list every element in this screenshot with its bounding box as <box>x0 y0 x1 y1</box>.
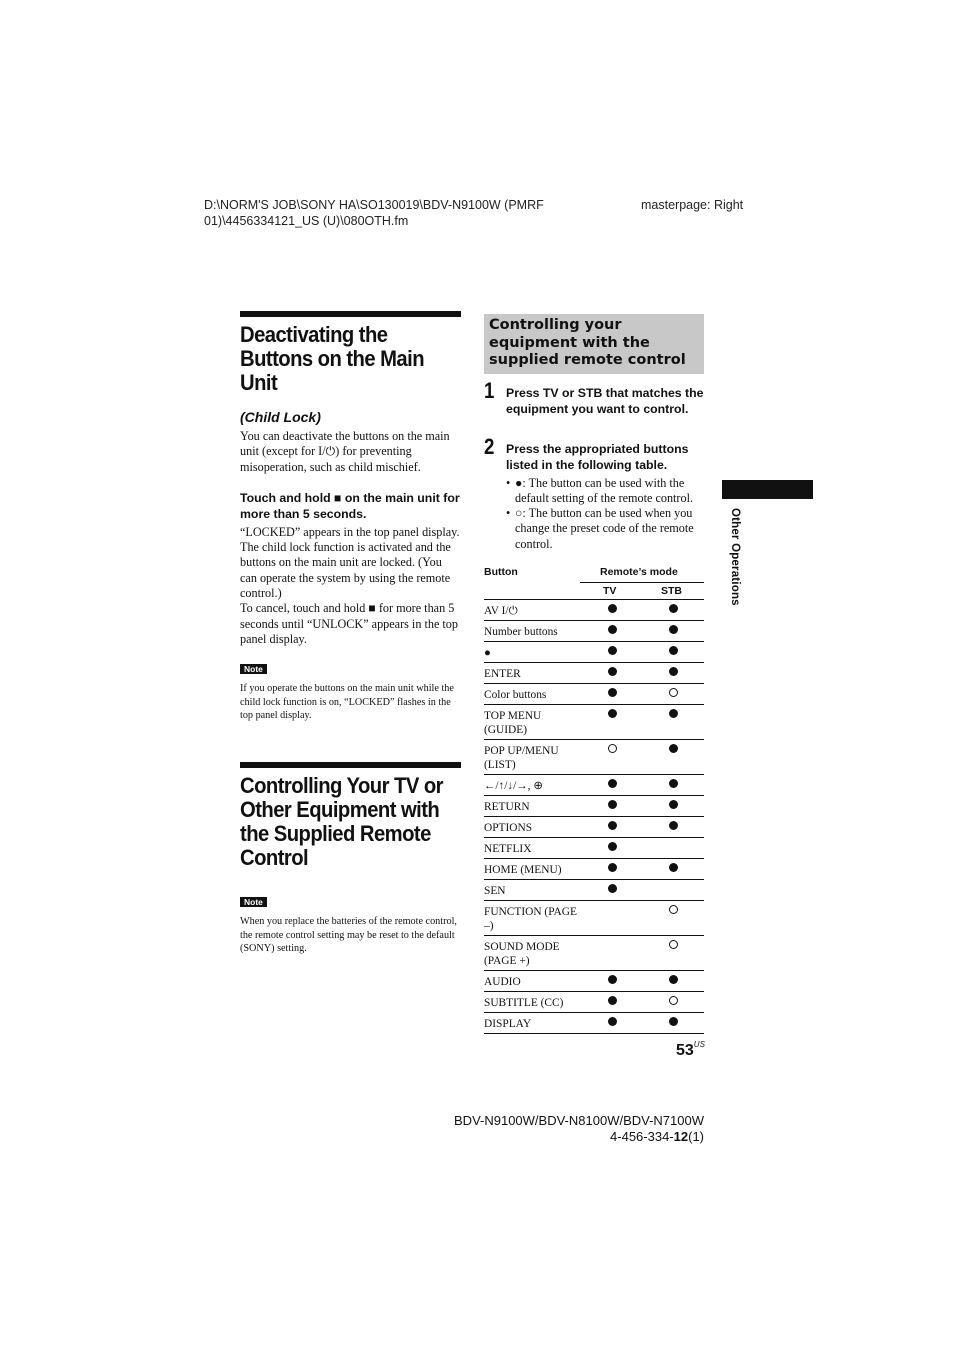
filled-circle-icon <box>608 779 617 788</box>
table-row <box>484 859 704 880</box>
row-stb-mark <box>666 687 680 701</box>
section-rule <box>240 311 461 317</box>
row-tv-mark <box>605 624 619 638</box>
row-button-label: SOUND MODE (PAGE +) <box>484 941 560 967</box>
table-row <box>484 901 704 936</box>
row-stb-mark <box>666 666 680 680</box>
filled-circle-icon <box>608 625 617 634</box>
table-row <box>484 740 704 775</box>
row-tv-mark <box>605 1016 619 1030</box>
header-file-path: D:\NORM'S JOB\SONY HA\SO130019\BDV-N9100W (PMRF 01)\4456334121_US (U)\080OTH.fm <box>204 198 544 228</box>
filled-circle-icon <box>669 604 678 613</box>
row-button-label: ←/↑/↓/→, ⊕ <box>484 780 543 792</box>
filled-circle-icon <box>669 646 678 655</box>
section-subtitle: (Child Lock) <box>240 409 321 425</box>
filled-circle-icon <box>608 975 617 984</box>
filled-circle-icon <box>608 800 617 809</box>
footer <box>454 1113 704 1145</box>
note-label: Note <box>240 664 267 674</box>
row-tv-mark <box>605 708 619 722</box>
row-button-label: FUNCTION (PAGE –) <box>484 906 577 932</box>
filled-circle-icon <box>608 842 617 851</box>
cancel-paragraph: To cancel, touch and hold ■ for more than 5 seconds until “UNLOCK” appears in the top panel display. <box>240 601 458 646</box>
row-tv-mark <box>605 603 619 617</box>
filled-circle-icon <box>669 625 678 634</box>
filled-circle-icon <box>669 744 678 753</box>
remote-mode-table <box>484 563 704 1034</box>
row-tv-mark <box>605 645 619 659</box>
row-tv-mark <box>605 778 619 792</box>
row-stb-mark <box>666 1016 680 1030</box>
filled-circle-icon <box>608 863 617 872</box>
filled-circle-icon <box>669 821 678 830</box>
row-button-label: DISPLAY <box>484 1018 532 1030</box>
filled-circle-icon <box>608 688 617 697</box>
table-row <box>484 621 704 642</box>
row-tv-mark <box>605 862 619 876</box>
side-tab-label: Other Operations <box>729 508 741 606</box>
open-circle-icon <box>669 996 678 1005</box>
row-tv-mark <box>605 799 619 813</box>
header-button: Button <box>484 566 518 578</box>
row-stb-mark <box>666 995 680 1009</box>
row-stb-mark <box>666 778 680 792</box>
row-button-label: AUDIO <box>484 976 521 988</box>
filled-circle-icon <box>608 1017 617 1026</box>
controls-box-title: Controlling your equipment with the supplied remote control <box>484 314 704 374</box>
open-circle-icon <box>669 688 678 697</box>
table-header <box>484 563 704 600</box>
side-tab-marker <box>722 480 813 499</box>
row-stb-mark <box>666 624 680 638</box>
row-tv-mark <box>605 666 619 680</box>
open-circle-icon <box>669 905 678 914</box>
bullet-preset: • ○: The button can be used when you change the preset code of the remote control. <box>506 506 694 551</box>
intro-paragraph: You can deactivate the buttons on the main unit (except for I/⏻) for preventing misoperation, such as child mischief. <box>240 429 450 474</box>
section-child-lock <box>240 311 461 723</box>
page-number: $53^{US}$ <box>676 1040 705 1059</box>
row-stb-mark <box>666 939 680 953</box>
filled-circle-icon <box>608 709 617 718</box>
header-tv: TV <box>603 585 617 597</box>
row-button-label: SUBTITLE (CC) <box>484 997 564 1009</box>
controls-steps <box>484 380 704 560</box>
step-1-text: Press TV or STB that matches the equipment you want to control. <box>506 386 704 416</box>
table-row <box>484 775 704 796</box>
filled-circle-icon <box>669 1017 678 1026</box>
header-remote-mode: Remote’s mode <box>600 566 678 578</box>
row-tv-mark <box>605 995 619 1009</box>
filled-circle-icon <box>608 821 617 830</box>
table-row <box>484 663 704 684</box>
table-row <box>484 838 704 859</box>
row-button-label: OPTIONS <box>484 822 533 834</box>
section-remote-control <box>240 762 461 956</box>
note-text: If you operate the buttons on the main unit while the child lock function is on, “LOCKED” flashes in the top panel display. <box>240 683 454 722</box>
row-stb-mark <box>666 603 680 617</box>
row-stb-mark <box>666 974 680 988</box>
bullet-default: • ●: The button can be used with the default setting of the remote control. <box>506 476 694 506</box>
row-button-label: RETURN <box>484 801 530 813</box>
filled-circle-icon <box>608 996 617 1005</box>
row-button-label: POP UP/MENU (LIST) <box>484 745 559 771</box>
row-tv-mark <box>605 820 619 834</box>
filled-circle-icon <box>669 709 678 718</box>
table-row <box>484 936 704 971</box>
row-tv-mark <box>605 743 619 757</box>
row-button-label: HOME (MENU) <box>484 864 562 876</box>
filled-circle-icon <box>669 667 678 676</box>
row-stb-mark <box>666 862 680 876</box>
row-tv-mark <box>605 883 619 897</box>
row-button-label: NETFLIX <box>484 843 532 855</box>
header-divider <box>580 582 704 583</box>
filled-circle-icon <box>669 779 678 788</box>
filled-circle-icon <box>669 975 678 984</box>
section-title-remote-control: Controlling Your TV or Other Equipment with the Supplied Remote Control <box>240 773 443 870</box>
table-row <box>484 817 704 838</box>
filled-circle-icon <box>669 800 678 809</box>
row-button-label: AV I/⏻ <box>484 605 518 617</box>
row-stb-mark <box>666 645 680 659</box>
note-text: When you replace the batteries of the remote control, the remote control setting may be reset to the default (SONY) setting. <box>240 916 457 954</box>
table-row <box>484 1013 704 1034</box>
row-button-label: ● <box>484 647 491 659</box>
table-row <box>484 880 704 901</box>
table-row <box>484 642 704 663</box>
section-title-child-lock: Deactivating the Buttons on the Main Unit <box>240 322 425 395</box>
row-button-label: Number buttons <box>484 626 558 638</box>
table-row <box>484 600 704 621</box>
step-2-text: Press the appropriated buttons listed in the following table. <box>506 442 689 472</box>
row-tv-mark <box>605 841 619 855</box>
footer-models: BDV-N9100W/BDV-N8100W/BDV-N7100W <box>454 1113 704 1128</box>
lock-activated-paragraph: The child lock function is activated and the buttons on the main unit are locked. (You can operate the system by using the remote control.) <box>240 540 451 601</box>
filled-circle-icon <box>608 884 617 893</box>
locked-paragraph: “LOCKED” appears in the top panel display. <box>240 524 460 539</box>
section-rule <box>240 762 461 768</box>
filled-circle-icon <box>608 646 617 655</box>
child-lock-step: Touch and hold ■ on the main unit for more than 5 seconds. <box>240 490 460 521</box>
step-number-1: 1 <box>484 378 495 403</box>
row-stb-mark <box>666 708 680 722</box>
controls-box <box>484 314 704 374</box>
row-stb-mark <box>666 904 680 918</box>
open-circle-icon <box>669 940 678 949</box>
filled-circle-icon <box>608 667 617 676</box>
header-masterpage: masterpage: Right <box>641 198 744 212</box>
table-row <box>484 796 704 817</box>
row-stb-mark <box>666 743 680 757</box>
table-row <box>484 705 704 740</box>
row-stb-mark <box>666 799 680 813</box>
header-stb: STB <box>661 585 682 597</box>
filled-circle-icon <box>608 604 617 613</box>
table-row <box>484 971 704 992</box>
row-button-label: TOP MENU (GUIDE) <box>484 710 542 736</box>
footer-code: 4-456-334-12(1) <box>610 1129 704 1144</box>
row-button-label: SEN <box>484 885 506 897</box>
table-body <box>484 600 704 1034</box>
row-stb-mark <box>666 820 680 834</box>
note-label: Note <box>240 897 267 907</box>
filled-circle-icon <box>669 863 678 872</box>
step-number-2: 2 <box>484 434 495 459</box>
table-row <box>484 684 704 705</box>
row-button-label: ENTER <box>484 668 521 680</box>
row-tv-mark <box>605 687 619 701</box>
open-circle-icon <box>608 744 617 753</box>
table-row <box>484 992 704 1013</box>
row-tv-mark <box>605 974 619 988</box>
row-button-label: Color buttons <box>484 689 547 701</box>
